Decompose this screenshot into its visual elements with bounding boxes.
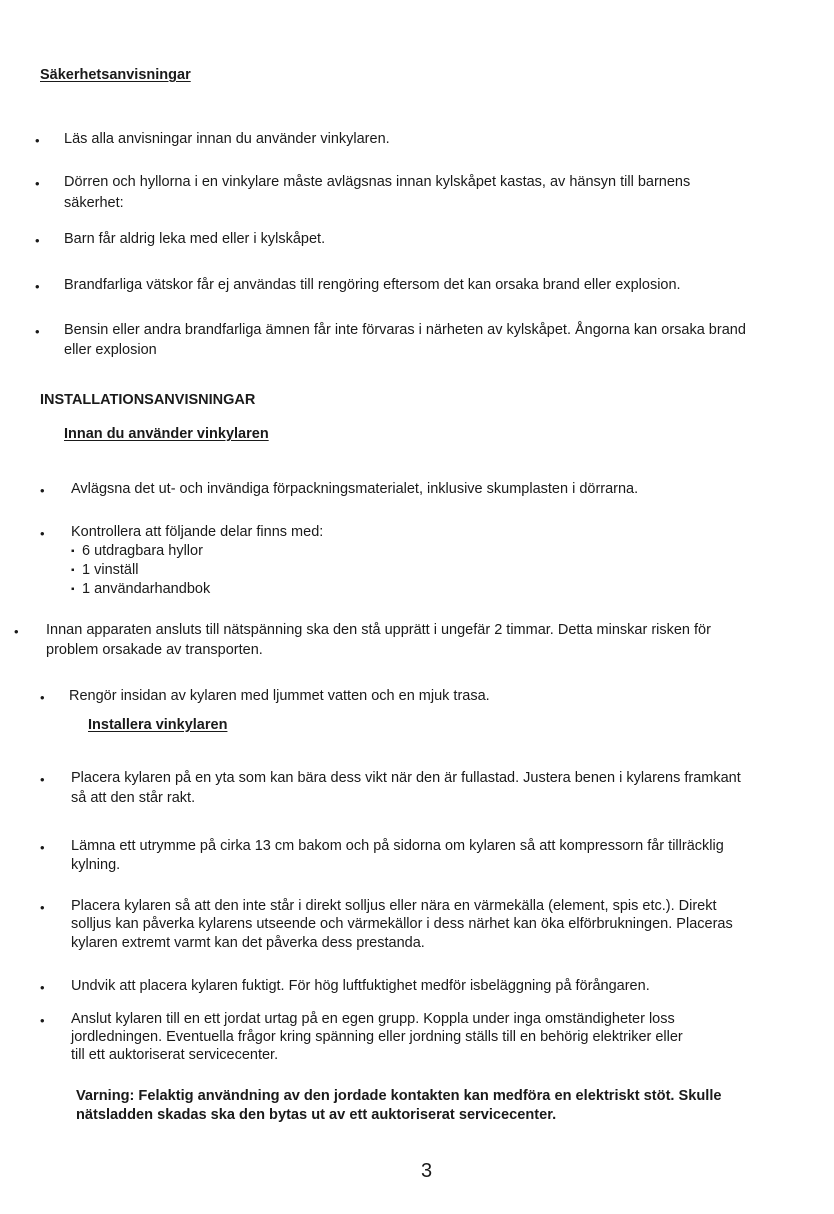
bullet: • <box>40 1013 45 1028</box>
subbullet: ▪ <box>71 584 75 595</box>
warning-line-2: nätsladden skadas ska den bytas ut av ett auktoriserat servicecenter. <box>76 1107 557 1123</box>
parts-item-2: 1 vinställ <box>82 562 139 578</box>
install-item-5-line-2: jordledningen. Eventuella frågor kring spänning eller jordning ställs till en behörig elektriker eller <box>71 1029 683 1045</box>
bullet: • <box>40 900 45 915</box>
safety-item-5-line-2: eller explosion <box>64 342 157 358</box>
install-item-5-line-1: Anslut kylaren till en ett jordat urtag på en egen grupp. Koppla under inga omständigheter loss <box>71 1011 675 1027</box>
safety-item-2-line-1: Dörren och hyllorna i en vinkylare måste avlägsnas innan kylskåpet kastas, av hänsyn till barnens <box>64 174 691 190</box>
before-item-2: Kontrollera att följande delar finns med: <box>71 524 324 540</box>
safety-item-2-line-2: säkerhet: <box>64 195 124 211</box>
install-item-1-line-1: Placera kylaren på en yta som kan bära dess vikt när den är fullastad. Justera benen i kylarens framkant <box>71 770 741 786</box>
installation-heading: INSTALLATIONSANVISNINGAR <box>40 392 256 408</box>
warning-line-1: Varning: Felaktig användning av den jordade kontakten kan medföra en elektriskt stöt. Skulle <box>76 1088 722 1104</box>
before-item-1: Avlägsna det ut- och invändiga förpackningsmaterialet, inklusive skumplasten i dörrarna. <box>71 481 639 497</box>
safety-item-5-line-1: Bensin eller andra brandfarliga ämnen får inte förvaras i närheten av kylskåpet. Ångorna kan orsaka brand <box>64 322 746 338</box>
bullet: • <box>40 772 45 787</box>
install-item-2-line-1: Lämna ett utrymme på cirka 13 cm bakom och på sidorna om kylaren så att kompressorn får tillräcklig <box>71 838 724 854</box>
bullet: • <box>40 690 45 705</box>
safety-item-4: Brandfarliga vätskor får ej användas till rengöring eftersom det kan orsaka brand eller explosion. <box>64 277 681 293</box>
install-item-1-line-2: så att den står rakt. <box>71 790 196 806</box>
page-number: 3 <box>421 1160 433 1182</box>
safety-item-1: Läs alla anvisningar innan du använder vinkylaren. <box>64 131 390 147</box>
install-item-3-line-1: Placera kylaren så att den inte står i direkt solljus eller nära en värmekälla (element, spis etc.). Direkt <box>71 898 717 914</box>
before-use-subheading: Innan du använder vinkylaren <box>64 426 269 442</box>
install-item-3-line-3: kylaren extremt varmt kan det påverka dess prestanda. <box>71 935 425 951</box>
install-item-5-line-3: till ett auktoriserat servicecenter. <box>71 1047 279 1063</box>
before-item-3-line-1: Innan apparaten ansluts till nätspänning ska den stå upprätt i ungefär 2 timmar. Detta minskar risken för <box>46 622 711 638</box>
install-item-4: Undvik att placera kylaren fuktigt. För hög luftfuktighet medför isbeläggning på förångaren. <box>71 978 650 994</box>
parts-item-3: 1 användarhandbok <box>82 581 211 597</box>
subbullet: ▪ <box>71 565 75 576</box>
bullet: • <box>40 980 45 995</box>
bullet: • <box>35 324 40 339</box>
bullet: • <box>35 233 40 248</box>
bullet: • <box>35 133 40 148</box>
bullet: • <box>14 624 19 639</box>
bullet: • <box>35 279 40 294</box>
subbullet: ▪ <box>71 546 75 557</box>
before-item-3-line-2: problem orsakade av transporten. <box>46 642 263 658</box>
bullet: • <box>40 526 45 541</box>
parts-item-1: 6 utdragbara hyllor <box>82 543 203 559</box>
install-item-2-line-2: kylning. <box>71 857 121 873</box>
bullet: • <box>35 176 40 191</box>
before-item-4: Rengör insidan av kylaren med ljummet vatten och en mjuk trasa. <box>69 688 490 704</box>
install-item-3-line-2: solljus kan påverka kylarens utseende och värmekällor i dess närhet kan öka elförbrukningen. Placeras <box>71 916 733 932</box>
safety-item-3: Barn får aldrig leka med eller i kylskåpet. <box>64 231 326 247</box>
bullet: • <box>40 483 45 498</box>
install-subheading: Installera vinkylaren <box>88 717 228 733</box>
safety-heading: Säkerhetsanvisningar <box>40 67 191 83</box>
bullet: • <box>40 840 45 855</box>
